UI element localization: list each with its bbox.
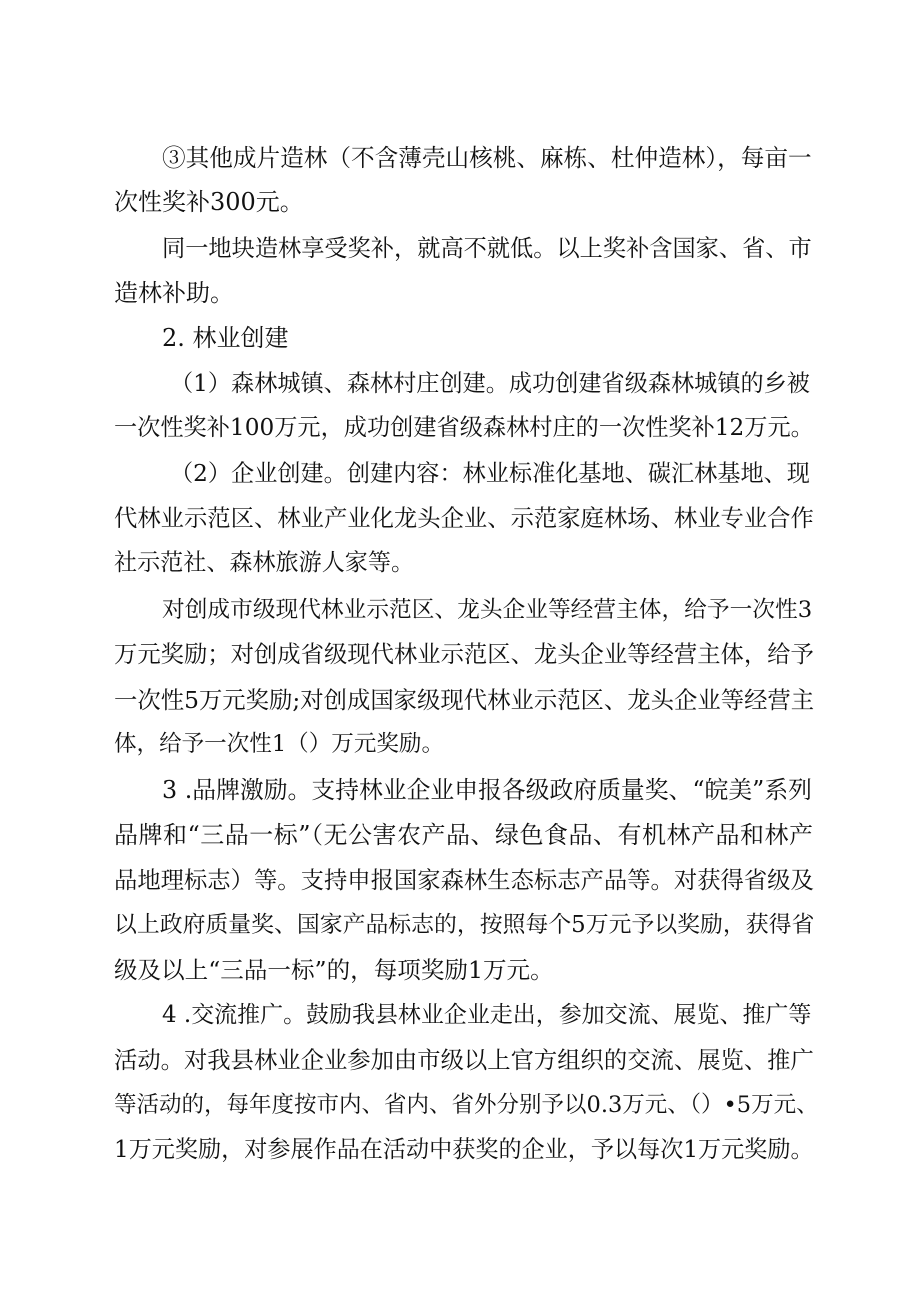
text-line: （2）企业创建。创建内容：林业标准化基地、碳汇林基地、现 [170, 460, 810, 487]
text-line: 同一地块造林享受奖补，就高不就低。以上奖补含国家、省、市 [162, 235, 812, 262]
text-line: 对创成市级现代林业示范区、龙头企业等经营主体，给予一次性3 [162, 597, 813, 623]
text-line: 万元奖励；对创成省级现代林业示范区、龙头企业等经营主体，给予 [114, 640, 814, 668]
text-line: （1）森林城镇、森林村庄创建。成功创建省级森林城镇的乡被 [170, 370, 810, 397]
text-line: 等活动的，每年度按市内、省内、省外分别予以0.3万元、（）•5万元、 [114, 1092, 819, 1118]
text-line: 3 .品牌激励。支持林业企业申报各级政府质量奖、“皖美”系列 [162, 776, 812, 804]
text-line: ③其他成片造林（不含薄壳山核桃、麻栋、杜仲造林），每亩一 [162, 144, 812, 172]
text-line: 品地理标志）等。支持申报国家森林生态标志产品等。对获得省级及 [114, 866, 814, 894]
text-line: 以上政府质量奖、国家产品标志的，按照每个5万元予以奖励，获得省 [114, 912, 815, 938]
text-line: 社示范社、森林旅游人家等。 [114, 550, 415, 576]
text-line: 一次性5万元奖励;对创成国家级现代林业示范区、龙头企业等经营主 [114, 686, 815, 714]
text-line: 一次性奖补100万元，成功创建省级森林村庄的一次性奖补12万元。 [114, 414, 814, 441]
text-line: 活动。对我县林业企业参加由市级以上官方组织的交流、展览、推广 [114, 1046, 814, 1074]
text-line: 次性奖补300元。 [114, 188, 304, 216]
text-line: 造林补助。 [114, 279, 234, 307]
text-line: 级及以上“三品一标”的，每项奖励1万元。 [114, 956, 554, 984]
section-heading: 2. 林业创建 [162, 324, 289, 352]
text-line: 代林业示范区、林业产业化龙头企业、示范家庭林场、林业专业合作 [114, 504, 814, 532]
text-line: 品牌和“三品一标”（无公害农产品、绿色食品、有机林产品和林产 [114, 821, 814, 849]
text-line: 1万元奖励，对参展作品在活动中获奖的企业，予以每次1万元奖励。 [114, 1137, 814, 1163]
text-line: 体，给予一次性1（）万元奖励。 [114, 731, 444, 757]
text-line: 4 .交流推广。鼓励我县林业企业走出，参加交流、展览、推广等 [162, 1002, 812, 1028]
